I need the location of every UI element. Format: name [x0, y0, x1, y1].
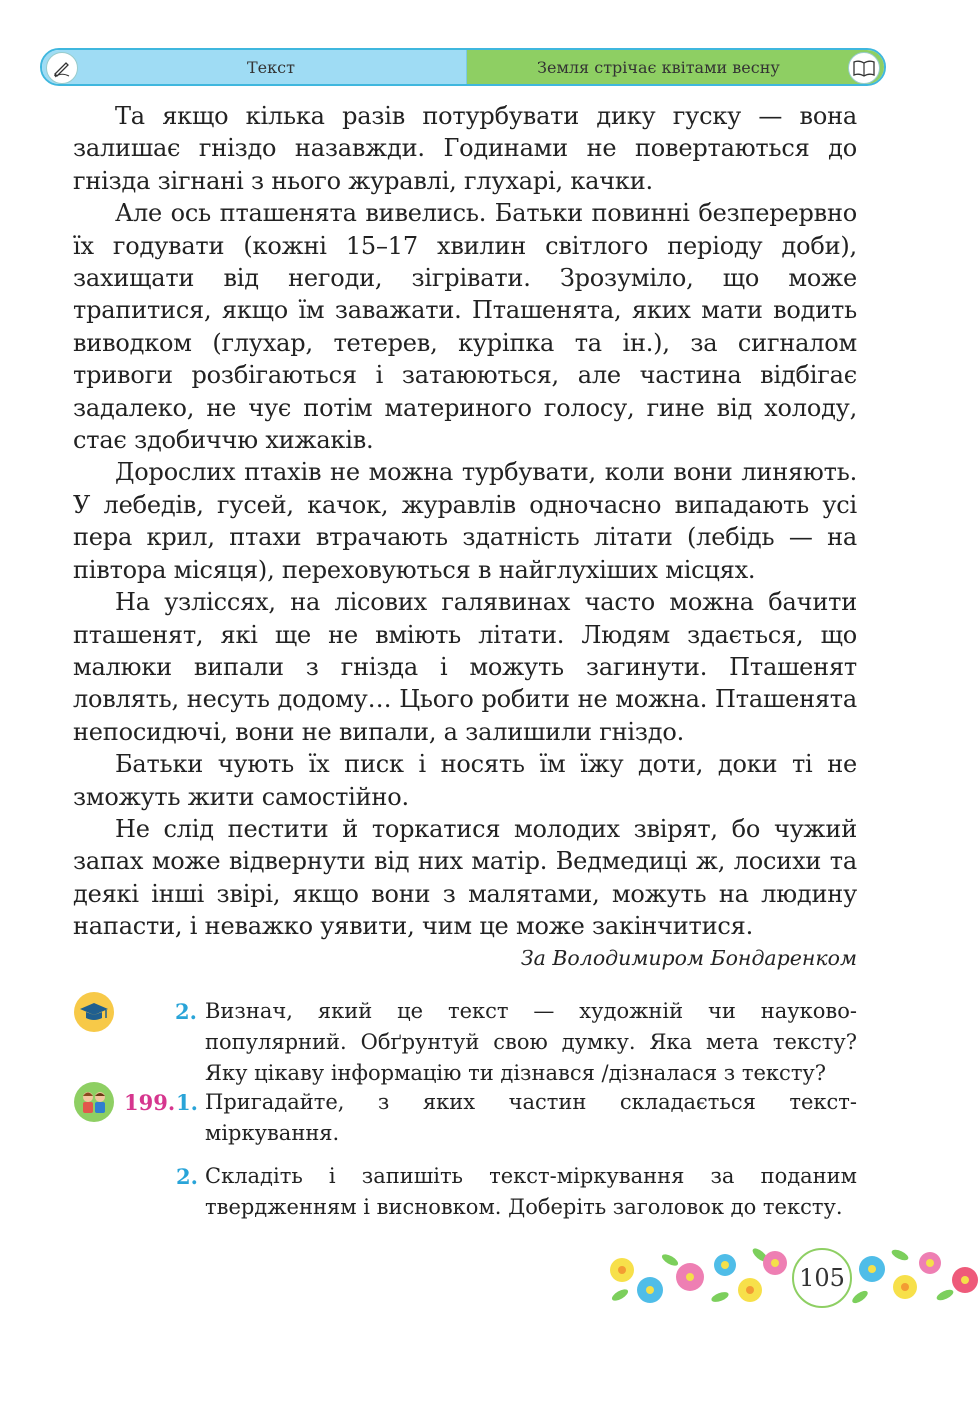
paragraph: На узліссях, на лісових галявинах часто можна бачити пташенят, які ще не вміють літати. Людям здається, що малюки випали з гнізда і можуть загинути. Пташенят ловлять, несуть додому… Цього робити не можна. Пташенята непосидючі, вони не випали, а залишили гніздо.: [73, 588, 857, 746]
text-author: За Володимиром Бондаренком: [520, 945, 857, 970]
subtask-number: 1.: [176, 1090, 198, 1115]
flower-border-decoration: [600, 1235, 980, 1320]
task-text: Визнач, який це текст — художній чи науково-популярний. Обґрунтуй свою думку. Яка мета тексту? Яку цікаву інформацію ти дізнався /дізналася з тексту?: [205, 999, 857, 1085]
exercise-number: 199.: [124, 1090, 176, 1115]
subtask-number: 2.: [176, 1164, 198, 1189]
book-icon: [848, 52, 880, 84]
page-number: 105: [792, 1248, 852, 1308]
subtask-text: Складіть і запишіть текст-міркування за поданим твердженням і висновком. Доберіть заголовок до тексту.: [205, 1164, 857, 1219]
graduation-cap-icon: [74, 992, 114, 1032]
subtask-text: Пригадайте, з яких частин складається текст-міркування.: [205, 1090, 857, 1145]
task-2: [175, 996, 857, 1089]
header-section-right: [467, 50, 884, 84]
pen-icon: [46, 52, 78, 84]
header-left-label: Текст: [247, 57, 295, 77]
pair-work-icon: [74, 1082, 114, 1122]
exercise-199: [124, 1087, 857, 1223]
paragraph: Не слід пестити й торкатися молодих звірят, бо чужий запах може відвернути від них матір. Ведмедиці ж, лосихи та деякі інші звірі, якщо вони з малятами, можуть на людину напасти, і неважко уявити, чим це може закінчитися.: [73, 814, 857, 941]
header-right-label: Земля стрічає квітами весну: [537, 57, 780, 77]
paragraph: Дорослих птахів не можна турбувати, коли вони линяють. У лебедів, гусей, качок, журавлів одночасно випадають усі пера крил, птахи втрачають здатність літати (лебідь — на півтора місяця), переховуються в найглухіших місцях.: [73, 458, 857, 584]
header-section-left: [42, 50, 467, 84]
reading-text: [73, 100, 857, 973]
page-header: [40, 48, 886, 86]
paragraph: Та якщо кілька разів потурбувати дику гуску — вона залишає гніздо назавжди. Годинами не повертаються до гнізда зігнані з нього журавлі, глухарі, качки.: [73, 102, 857, 195]
paragraph: Батьки чують їх писк і носять їм їжу доти, доки ті не зможуть жити самостійно.: [73, 750, 857, 811]
task-number: 2.: [175, 999, 197, 1024]
paragraph: Але ось пташенята вивелись. Батьки повинні безперервно їх годувати (кожні 15–17 хвилин світлого періоду доби), захищати від негоди, зігрівати. Зрозуміло, що може трапитися, якщо їм заважати. Пташенята, яких мати водить виводком (глухар, тетерев, куріпка та ін.), за сигналом тривоги розбігаються і затаюються, але частина відбігає задалеко, не чує потім материного голосу, гине від холоду, стає здобиччю хижаків.: [73, 199, 857, 455]
